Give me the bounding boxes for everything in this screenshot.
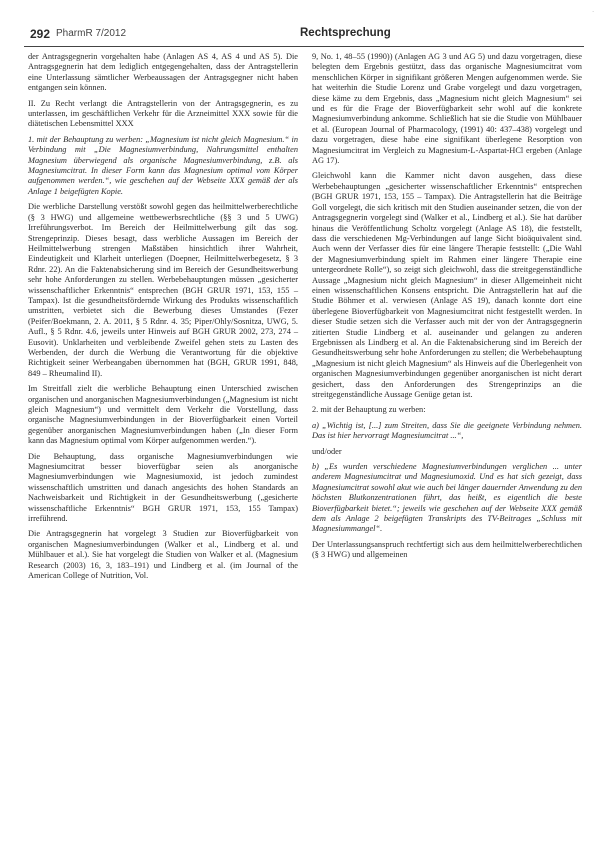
journal-name: PharmR 7/2012 (56, 28, 127, 39)
paragraph: Die werbliche Darstellung verstößt sowohl gegen das heilmittelwerberechtliche (§ 3 HWG) und allgemeine wettbewerbsrechtliche (§§ 3 und 5 UWG) Irreführungsverbot. Im Bereich der Heilmittelwerbung gilt das sog. Strengeprinzip. Dieses besagt, dass werbliche Aussagen im Bereich der Heilmittelwerbung strengen Maßstäben hinsichtlich ihrer Wahrheit, Eindeutigkeit und Klarheit unterliegen (Doepner, Heilmittelwerbegesetz, § 3 Rdnr. 22). An die Faktenabsicherung sind im Bereich der Gesundheitswerbung sehr hohe Anforderungen zu stellen. Werbebehauptungen müssen „gesicherter wissenschaftlicher Erkenntnis“ entsprechen (BGH GRUR 1971, 153, 155 – Tampax). Ist die gesundheitsfördernde Wirkung des Produkts wissenschaftlich umstritten, verbietet sich die Bewerbung dieses Umstandes (Fezer (Peifer/Boekmann, 2. A. 2011, § 5 Rdnr. 4. 35; Piper/Ohly/Sosnitza, UWG, 5. Aufl., § 5 Rdnr. 4.6, jeweils unter Hinweis auf BGH GRUR 2002, 273, 274 – Eusovit). Unklarheiten und verbleibende Zweifel gehen stets zu Lasten des Werbenden, der durch die Werbung die Verantwortung für die objektive Richtigkeit seiner Werbeangaben übernommen hat (BGH, GRUR 1991, 848, 849 – Rheumalind II). (28, 202, 298, 378)
paragraph: 9, No. 1, 48–55 (1990)) (Anlagen AG 3 und AG 5) und dazu vorgetragen, diese belegten dem Ergebnis gestützt, dass das organische Magnesiumcitrat vom menschlichen Körper in signifikant größeren Mengen aufgenommen werde. Sie hat weiterhin die Studie Lorenz und Grabe vorgelegt und dazu vorgetragen, diese käme zu dem Ergebnis, dass „Magnesium nicht gleich Magnesium“ sei und es für die Frage der Bioverfügbarkeit sehr wohl auf die konkrete Magnesiumverbindung ankomme. Schließlich hat sie die Studie von Mühlbauer et al. (European Journal of Pharmacology, (1991) 40: 437–438) vorgelegt und dazu vorgetragen, diese habe eine signifikant überlegene Resorption von Magnesiumcitrat im Vergleich zu Magnesium-L-Aspartat-HCl ergeben (Anlage AG 17). (312, 52, 582, 166)
paragraph: II. Zu Recht verlangt die Antragstellerin von der Antragsgegnerin, es zu unterlassen, im geschäftlichen Verkehr für die Arzneimittel XXX sowie für die diätetischen Lebensmittel XXX (28, 98, 298, 129)
paragraph: Die Antragsgegnerin hat vorgelegt 3 Studien zur Bioverfügbarkeit von organischen Magnesiumverbindungen (Walker et al., Lindberg et al. und Mühlbauer et al.). Sie hat vorgelegt die Studien von Walker et al. (Magnesium Research (2003) 16, 3, 183–191) und Lindberg et al. (im Journal of the American College of Nutrition, Vol. (28, 529, 298, 581)
paragraph: Der Unterlassungsanspruch rechtfertigt sich aus dem heilmittelwerberechtlichen (§ 3 HWG) und allgemeinen (312, 539, 582, 560)
paragraph: und/oder (312, 446, 342, 456)
page-header (24, 24, 584, 47)
section-title: Rechtsprechung (300, 27, 391, 39)
paragraph: 2. mit der Behauptung zu werben: (312, 405, 426, 415)
paragraph: Die Behauptung, dass organische Magnesiumverbindungen wie Magnesiumcitrat besser bioverfügbar seien als anorganische Magnesiumverbindungen wie Magnesiumoxid, ist jedoch zumindest wissenschaftlich umstritten und danach angesichts des hohen Standards an Nachweisbarkeit und Richtigkeit in der Gesundheitswerbung („gesicherte wissenschaftliche Erkenntnis“ BGH GRUR 1971, 153, 155 Tampax) irreführend. (28, 451, 298, 524)
paragraph: Gleichwohl kann die Kammer nicht davon ausgehen, dass diese Werbebehauptungen „gesicherter wissenschaftlicher Erkenntnis“ entsprechen (BGH GRUR 1971, 153, 155 – Tampax). Die Antragstellerin hat die Beiträge Goll vorgelegt, die sich kritisch mit den Studien auseinander setzen, die von der Antragsgegnerin vorgelegt sind (Walker et al., Lindberg et al.). Sie hat darüber hinaus die Veröffentlichung Scholtz vorgelegt (Anlage AS 18), die feststellt, dass die verschiedenen Mg-Verbindungen auf lange Sicht bioäquivalent sind. Auch wenn der Verfasser dies für eine längere Therapie feststellt: („Die Wahl der Magnesiumverbindung spielt im Rahmen einer längere Therapie eine untergeordnete Rolle“), so zeigt sich gleichwohl, dass die streitgegenständliche Aussage „Magnesium nicht gleich Magnesium“ in dieser Allgemeinheit nicht einen wissenschaftlichen Konsens entspricht. Die Antragstellerin hat auf die Studie Böhmer et al. verwiesen (Anlage AS 19), danach konnte dort eine überlegene Bioverfügbarkeit von Magnesiumcitrat nicht festgestellt werden. In dieser Studie setzen sich die Verfasser auch mit der von der Antragsgegnerin zitierten Studie Lindberg et al. auseinander und gelangen zu anderen Ergebnissen als Lindberg et al. An die Faktenabsicherung sind im Bereich der Gesundheitswerbung sehr hohe Anforderungen zu stellen; die Werbebehauptung „Magnesium ist nicht gleich Magnesium“ als Hinweis auf die Überlegenheit von organischen Magnesiumverbindungen gegenüber anorganischen ist nicht derart gesichert, dass den Anforderungen des Strengeprinzips an die streitgegenständliche Aussage Genüge getan ist. (312, 171, 582, 399)
paragraph-claim-b: b) „Es wurden verschiedene Magnesiumverbindungen verglichen ... unter anderem Magnesiumcitrat und Magnesiumoxid. Und es hat sich gezeigt, dass Magnesiumcitrat sowohl akut wie auch bei länger dauernder Anwendung zu den höchsten Blutkonzentrationen führt, das heißt, es eigentlich die beste Bioverfügbarkeit bietet.“; jeweils wie geschehen auf der Webseite XXX gemäß dem als Anlage 2 beigefügten Transkripts des TV-Beitrages „Schluss mit Magnesiummangel“. (312, 462, 582, 534)
paragraph-claim-a: a) „Wichtig ist, [...] zum Streiten, dass Sie die geeignete Verbindung nehmen. Das ist hier hervorragt Magnesiumcitrat ...“, (312, 420, 582, 441)
left-column (28, 52, 298, 587)
page-number: 292 (30, 27, 51, 41)
corner-mark: · (592, 8, 595, 16)
paragraph: Im Streitfall zielt die werbliche Behauptung einen Unterschied zwischen organischen und anorganischen Magnesiumverbindungen („Magnesium ist nicht gleich Magnesium“) und vermittelt dem Verkehr die Vorstellung, dass organische Magnesiumverbindungen in der Bioverfügbarkeit einen Vorteil gegenüber anorganischen Magnesiumverbindungen haben („In dieser Form kann das Magnesium optimal vom Körper aufgenommen werden.“). (28, 384, 298, 446)
paragraph: der Antragsgegnerin vorgehalten habe (Anlagen AS 4, AS 4 und AS 5). Die Antragsgegnerin hat dem lediglich entgegengehalten, dass der Antragstellerin eine Unterlassung sämtlicher Werbeaussagen der Antragsgegner nicht haben entgangen sein können. (28, 52, 298, 93)
right-column (312, 52, 582, 566)
paragraph-claim: 1. mit der Behauptung zu werben: „Magnesium ist nicht gleich Magnesium.“ in Verbindung mit „Die Magnesiumverbindung, Nahrungsmittel enthalten Magnesium überwiegend als organische Magnesiumverbindung, z.B. als Magnesiumcitrat. In dieser Form kann das Magnesium optimal vom Körper aufgenommen werden.“, wie geschehen auf der Webseite XXX gemäß der als Anlage 1 beigefügten Kopie. (28, 134, 298, 196)
